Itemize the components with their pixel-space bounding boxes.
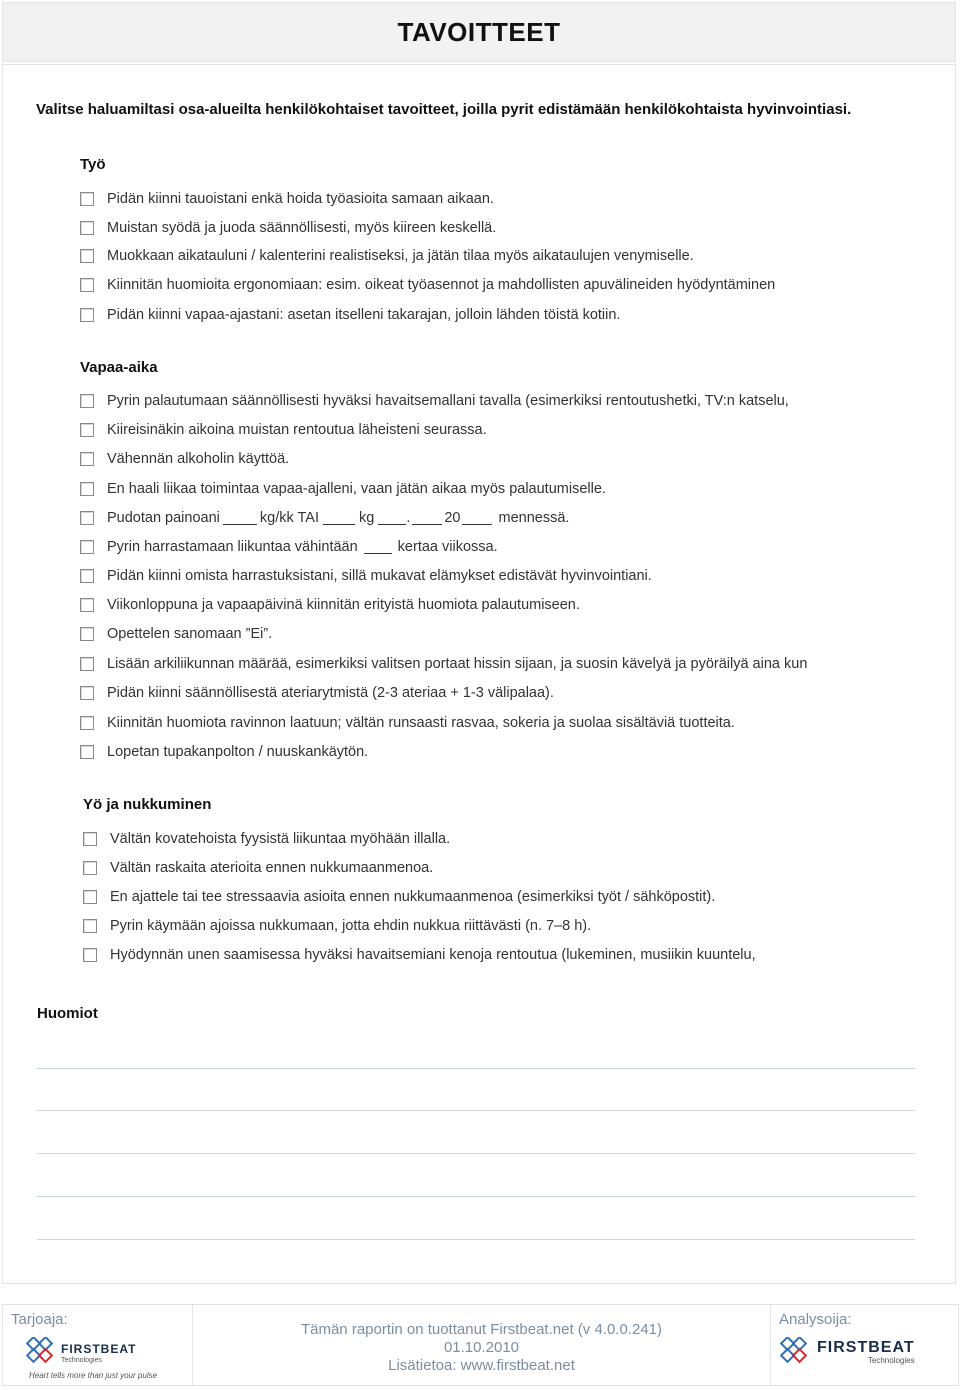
date-year-blank[interactable] <box>462 512 492 525</box>
goal-item[interactable] <box>80 246 694 266</box>
checkbox[interactable] <box>80 569 94 583</box>
logo-name: FIRSTBEAT <box>61 1341 137 1356</box>
goal-item[interactable] <box>80 275 775 295</box>
goal-label: Lisään arkiliikunnan määrää, esimerkiksi valitsen portaat hissin sijaan, ja suosin kävelyä ja pyöräilyä aina kun <box>107 656 808 672</box>
goal-item[interactable] <box>80 566 652 586</box>
footer-info <box>193 1305 770 1385</box>
goal-label: Viikonloppuna ja vapaapäivinä kiinnitän erityistä huomiota palautumiseen. <box>107 597 580 613</box>
checkbox[interactable] <box>80 686 94 700</box>
checkbox[interactable] <box>80 627 94 641</box>
footer-line-2: 01.10.2010 <box>443 1339 520 1356</box>
firstbeat-logo-icon <box>777 1337 813 1367</box>
goal-label: Hyödynnän unen saamisessa hyväksi havaitsemiani kenoja rentoutua (lukeminen, musiikin kuuntelu, <box>110 947 756 963</box>
firstbeat-logo-icon <box>23 1337 59 1367</box>
goal-item[interactable] <box>80 218 496 238</box>
goal-label: kg/kk TAI <box>259 510 319 526</box>
goal-label: Vältän kovatehoista fyysistä liikuntaa myöhään illalla. <box>110 831 451 847</box>
goal-item[interactable] <box>80 713 735 733</box>
date-day-blank[interactable] <box>378 512 406 525</box>
checkbox[interactable] <box>83 832 97 846</box>
checkbox[interactable] <box>80 423 94 437</box>
goal-label: En ajattele tai tee stressaavia asioita ennen nukkumaanmenoa (esimerkiksi työt / sähköpostit). <box>110 889 716 905</box>
goal-label: Pidän kiinni tauoistani enkä hoida työasioita samaan aikaan. <box>107 191 494 207</box>
section-heading-yo: Yö ja nukkuminen <box>83 796 212 813</box>
checkbox[interactable] <box>83 948 97 962</box>
logo-sub: Technologies <box>61 1356 102 1364</box>
notes-line[interactable] <box>37 1110 915 1111</box>
checkbox[interactable] <box>80 745 94 759</box>
footer-line-3: Lisätietoa: www.firstbeat.net <box>388 1357 575 1374</box>
notes-line[interactable] <box>37 1153 915 1154</box>
goal-label: 20 <box>444 510 461 526</box>
goal-label: En haali liikaa toimintaa vapaa-ajalleni, vaan jätän aikaa myös palautumiselle. <box>107 481 606 497</box>
goal-label: Pidän kiinni omista harrastuksistani, sillä mukavat elämykset edistävät hyvinvointiani. <box>107 568 652 584</box>
goal-label: Vältän raskaita aterioita ennen nukkumaanmenoa. <box>110 860 434 876</box>
notes-heading: Huomiot <box>37 1005 98 1022</box>
goal-label: Pidän kiinni vapaa-ajastani: asetan itselleni takarajan, jolloin lähden töistä kotiin. <box>107 307 621 323</box>
footer <box>2 1304 959 1386</box>
goal-item[interactable] <box>80 305 620 325</box>
weight-blank[interactable] <box>223 512 257 525</box>
checkbox[interactable] <box>83 919 97 933</box>
checkbox[interactable] <box>80 308 94 322</box>
section-heading-tyo: Työ <box>80 156 106 173</box>
goal-item[interactable] <box>80 624 272 644</box>
checkbox[interactable] <box>80 482 94 496</box>
intro-text: Valitse haluamiltasi osa-alueilta henkilökohtaiset tavoitteet, joilla pyrit edistämään henkilökohtaista hyvinvointiasi. <box>36 101 852 118</box>
goal-item[interactable] <box>83 829 450 849</box>
checkbox[interactable] <box>80 511 94 525</box>
checkbox[interactable] <box>83 890 97 904</box>
goal-item[interactable] <box>80 449 289 469</box>
goal-item[interactable] <box>83 887 715 907</box>
checkbox[interactable] <box>80 394 94 408</box>
goal-label: Lopetan tupakanpolton / nuuskankäytön. <box>107 744 369 760</box>
goal-label: Kiinnitän huomioita ergonomiaan: esim. oikeat työasennot ja mahdollisten apuvälineiden hyödyntäminen <box>107 277 776 293</box>
checkbox[interactable] <box>80 540 94 554</box>
logo-name: FIRSTBEAT <box>817 1338 915 1356</box>
goal-item[interactable] <box>83 945 756 965</box>
title-bar <box>2 2 956 62</box>
footer-line-1: Tämän raportin on tuottanut Firstbeat.net (v 4.0.0.241) <box>300 1321 663 1338</box>
footer-provider <box>3 1305 193 1385</box>
checkbox[interactable] <box>83 861 97 875</box>
goal-item[interactable] <box>80 479 606 499</box>
logo-sub: Technologies <box>867 1355 915 1365</box>
goal-label: Kiinnitän huomiota ravinnon laatuun; vältän runsaasti rasvaa, sokeria ja suolaa sisältäviä tuotteita. <box>107 715 735 731</box>
goal-label: mennessä. <box>498 510 570 526</box>
provider-label: Tarjoaja: <box>11 1311 68 1328</box>
checkbox[interactable] <box>80 598 94 612</box>
goal-label: Pyrin harrastamaan liikuntaa vähintään <box>107 539 358 555</box>
footer-analyst <box>770 1305 958 1385</box>
notes-line[interactable] <box>37 1239 915 1240</box>
goal-label: Opettelen sanomaan ”Ei”. <box>107 626 273 642</box>
goal-item-exercise[interactable] <box>80 537 498 557</box>
goal-label: Kiireisinäkin aikoina muistan rentoutua läheisteni seurassa. <box>107 422 487 438</box>
goal-label: Muokkaan aikatauluni / kalenterini realistiseksi, ja jätän tilaa myös aikataulujen venymiselle. <box>107 248 694 264</box>
goal-label: Pudotan painoani <box>107 510 220 526</box>
notes-line[interactable] <box>37 1068 915 1069</box>
goal-label: kg <box>358 510 375 526</box>
logo-tagline: Heart tells more than just your pulse <box>29 1371 158 1380</box>
goal-item[interactable] <box>80 742 368 762</box>
weight-total-blank[interactable] <box>323 512 355 525</box>
goal-item[interactable] <box>80 595 580 615</box>
firstbeat-logo <box>23 1337 136 1367</box>
notes-line[interactable] <box>37 1196 915 1197</box>
goal-label: Pidän kiinni säännöllisestä ateriarytmistä (2-3 ateriaa + 1-3 välipalaa). <box>107 685 554 701</box>
goal-label: . <box>406 510 411 526</box>
checkbox[interactable] <box>80 452 94 466</box>
goal-label: kertaa viikossa. <box>397 539 498 555</box>
checkbox[interactable] <box>80 278 94 292</box>
goal-label: Muistan syödä ja juoda säännöllisesti, myös kiireen keskellä. <box>107 220 497 236</box>
goal-label: Vähennän alkoholin käyttöä. <box>107 451 290 467</box>
section-heading-vapaa: Vapaa-aika <box>80 359 158 376</box>
goal-label: Pyrin käymään ajoissa nukkumaan, jotta ehdin nukkua riittävästi (n. 7–8 h). <box>110 918 592 934</box>
checkbox[interactable] <box>80 657 94 671</box>
analyst-label: Analysoija: <box>779 1311 852 1328</box>
goal-label: Pyrin palautumaan säännöllisesti hyväksi havaitsemallani tavalla (esimerkiksi rentoutushetki, TV:n katselu, <box>107 393 789 409</box>
goal-item[interactable] <box>80 654 807 674</box>
goal-item[interactable] <box>80 391 789 411</box>
goal-item[interactable] <box>80 189 494 209</box>
goal-item[interactable] <box>83 916 591 936</box>
goal-item[interactable] <box>80 683 554 703</box>
goal-item[interactable] <box>80 420 487 440</box>
checkbox[interactable] <box>80 249 94 263</box>
page-title: TAVOITTEET <box>397 16 561 47</box>
goal-item-weight[interactable] <box>80 508 569 528</box>
checkbox[interactable] <box>80 192 94 206</box>
firstbeat-logo-analyst <box>777 1337 915 1367</box>
goal-item[interactable] <box>83 858 433 878</box>
checkbox[interactable] <box>80 221 94 235</box>
checkbox[interactable] <box>80 716 94 730</box>
date-month-blank[interactable] <box>412 512 442 525</box>
exercise-count-blank[interactable] <box>364 541 392 554</box>
